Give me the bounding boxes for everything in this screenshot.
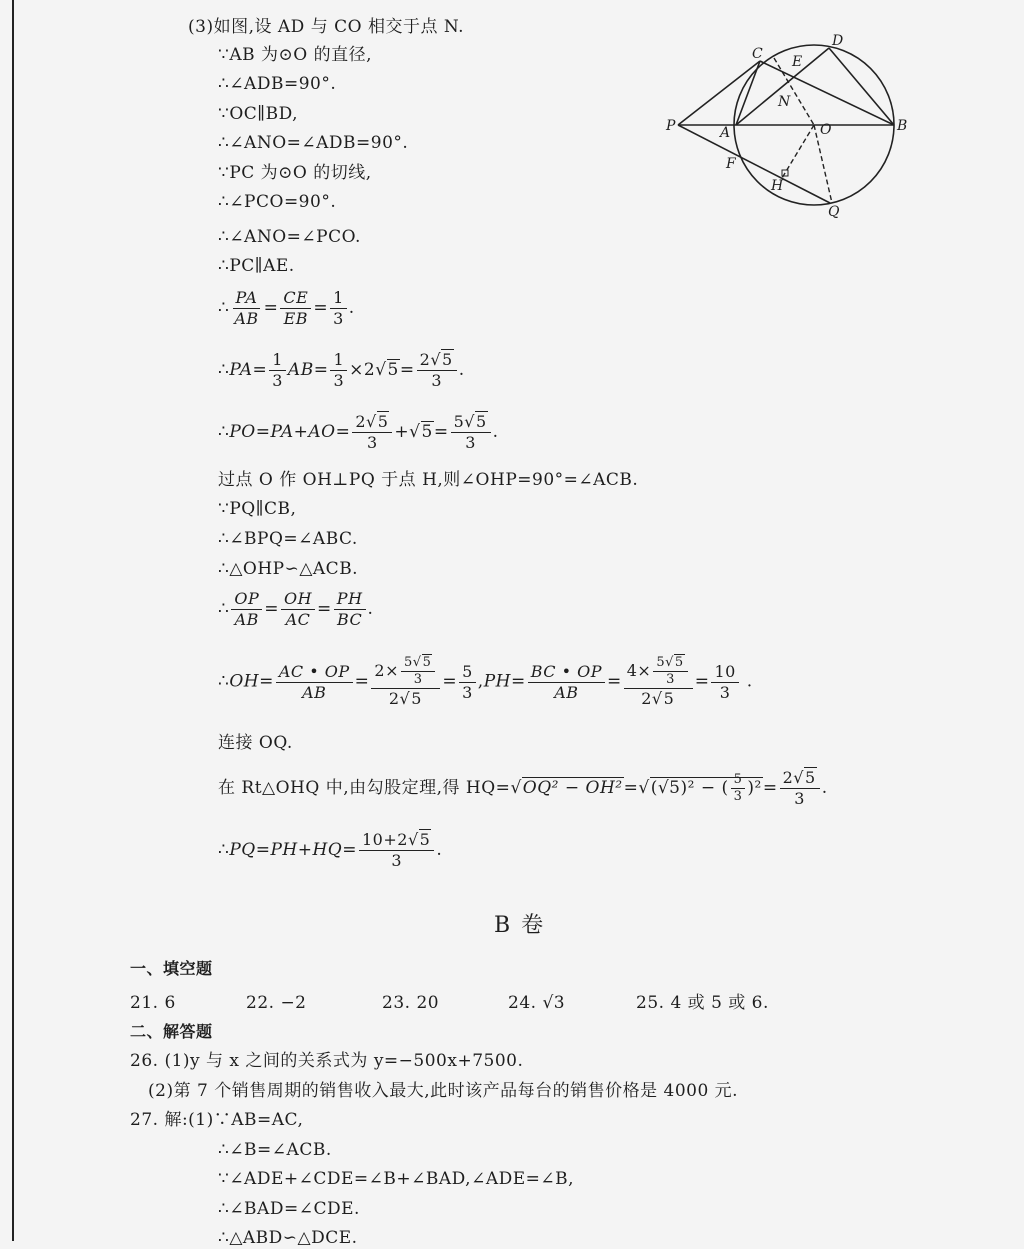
step-line-15: ∵PQ∥CB,: [218, 499, 297, 519]
step-line-20: 连接 OQ.: [218, 733, 293, 753]
circle-geometry-figure: [660, 28, 920, 228]
answer-21: 21. 6: [130, 993, 176, 1013]
step-line-17: ∴△OHP∽△ACB.: [218, 559, 359, 579]
section-b-title: B 卷: [494, 913, 546, 938]
label-b: B: [897, 118, 908, 134]
answer-25: 25. 4 或 5 或 6.: [636, 993, 769, 1013]
label-p: P: [666, 118, 676, 134]
label-h: H: [771, 178, 784, 194]
label-a: A: [720, 125, 731, 141]
step-line-14: 过点 O 作 OH⊥PQ 于点 H,则∠OHP=90°=∠ACB.: [218, 470, 639, 490]
label-o: O: [820, 122, 832, 138]
label-n: N: [778, 94, 791, 110]
answer-23: 23. 20: [382, 993, 440, 1013]
pythagorean-prefix: 在 Rt△OHQ 中,由勾股定理,得 HQ=: [218, 778, 511, 798]
step-line-6: ∴∠PCO=90°.: [218, 192, 337, 212]
q27-line3: ∵∠ADE+∠CDE=∠B+∠BAD,∠ADE=∠B,: [218, 1169, 575, 1189]
step-line-2: ∴∠ADB=90°.: [218, 74, 337, 94]
q27-line2: ∴∠B=∠ACB.: [218, 1140, 332, 1160]
answer-22: 22. −2: [246, 993, 307, 1013]
pq-equation: ∴PQ=PH+HQ= $\frac{10+2√5}{3}$ .: [218, 830, 443, 870]
answer-24: 24. √3: [508, 993, 566, 1013]
pa-equation: ∴PA= $\frac{1}{3}$ AB= $\frac{1}{3}$ ×2√5= $\frac{2√5}{3}$ .: [218, 350, 465, 390]
step-line-5: ∵PC 为⊙O 的切线,: [218, 163, 372, 183]
oh-ph-equation: ∴OH= $\frac{AC • OP}{AB}$ = 2× $\frac{5√5}{3}$ 2√5 = $\frac{5}{3}$ ,PH= $\frac{BC • OP}{AB}$ = 4× $\frac{5√5}{3}$ 2√5 = $\frac{10}{3}$ .: [218, 655, 753, 708]
step-line-1: ∵AB 为⊙O 的直径,: [218, 45, 372, 65]
similar-ratio-equation: ∴ $\frac{OP}{AB}$ = $\frac{OH}{AC}$ = $\frac{PH}{BC}$ .: [218, 589, 374, 629]
page-border-line: [12, 0, 14, 1241]
part3-intro: (3)如图,设 AD 与 CO 相交于点 N.: [188, 17, 465, 37]
step-line-4: ∴∠ANO=∠ADB=90°.: [218, 133, 409, 153]
step-line-16: ∴∠BPQ=∠ABC.: [218, 529, 358, 549]
step-line-3: ∵OC∥BD,: [218, 104, 299, 124]
q27-line1: 27. 解:(1)∵AB=AC,: [130, 1110, 304, 1130]
po-equation: ∴PO=PA+AO= $\frac{2√5}{3}$ +√5= $\frac{5√5}{3}$ .: [218, 412, 499, 452]
pythagorean-equation: 在 Rt△OHQ 中,由勾股定理,得 HQ=√OQ² − OH²=√(√5)² − ( $\frac{5}{3}$ )²= $\frac{2√5}{3}$ .: [218, 768, 828, 808]
label-c: C: [752, 46, 763, 62]
q27-line4: ∴∠BAD=∠CDE.: [218, 1199, 360, 1219]
q27-line5: ∴△ABD∽△DCE.: [218, 1228, 358, 1248]
ratio-equation: ∴ $\frac{PA}{AB}$ = $\frac{CE}{EB}$ = $\frac{1}{3}$ .: [218, 288, 355, 328]
step-line-7: ∴∠ANO=∠PCO.: [218, 227, 361, 247]
solve-heading: 二、解答题: [130, 1022, 213, 1041]
q26-part2: (2)第 7 个销售周期的销售收入最大,此时该产品每台的销售价格是 4000 元.: [148, 1081, 739, 1101]
q26-part1: 26. (1)y 与 x 之间的关系式为 y=−500x+7500.: [130, 1051, 524, 1071]
label-d: D: [832, 33, 844, 49]
segment-pq: [678, 125, 830, 203]
label-f: F: [726, 156, 736, 172]
fill-in-heading: 一、填空题: [130, 959, 213, 978]
label-e: E: [792, 54, 803, 70]
segment-cb: [760, 61, 894, 125]
step-line-8: ∴PC∥AE.: [218, 256, 295, 276]
label-q: Q: [828, 204, 840, 220]
